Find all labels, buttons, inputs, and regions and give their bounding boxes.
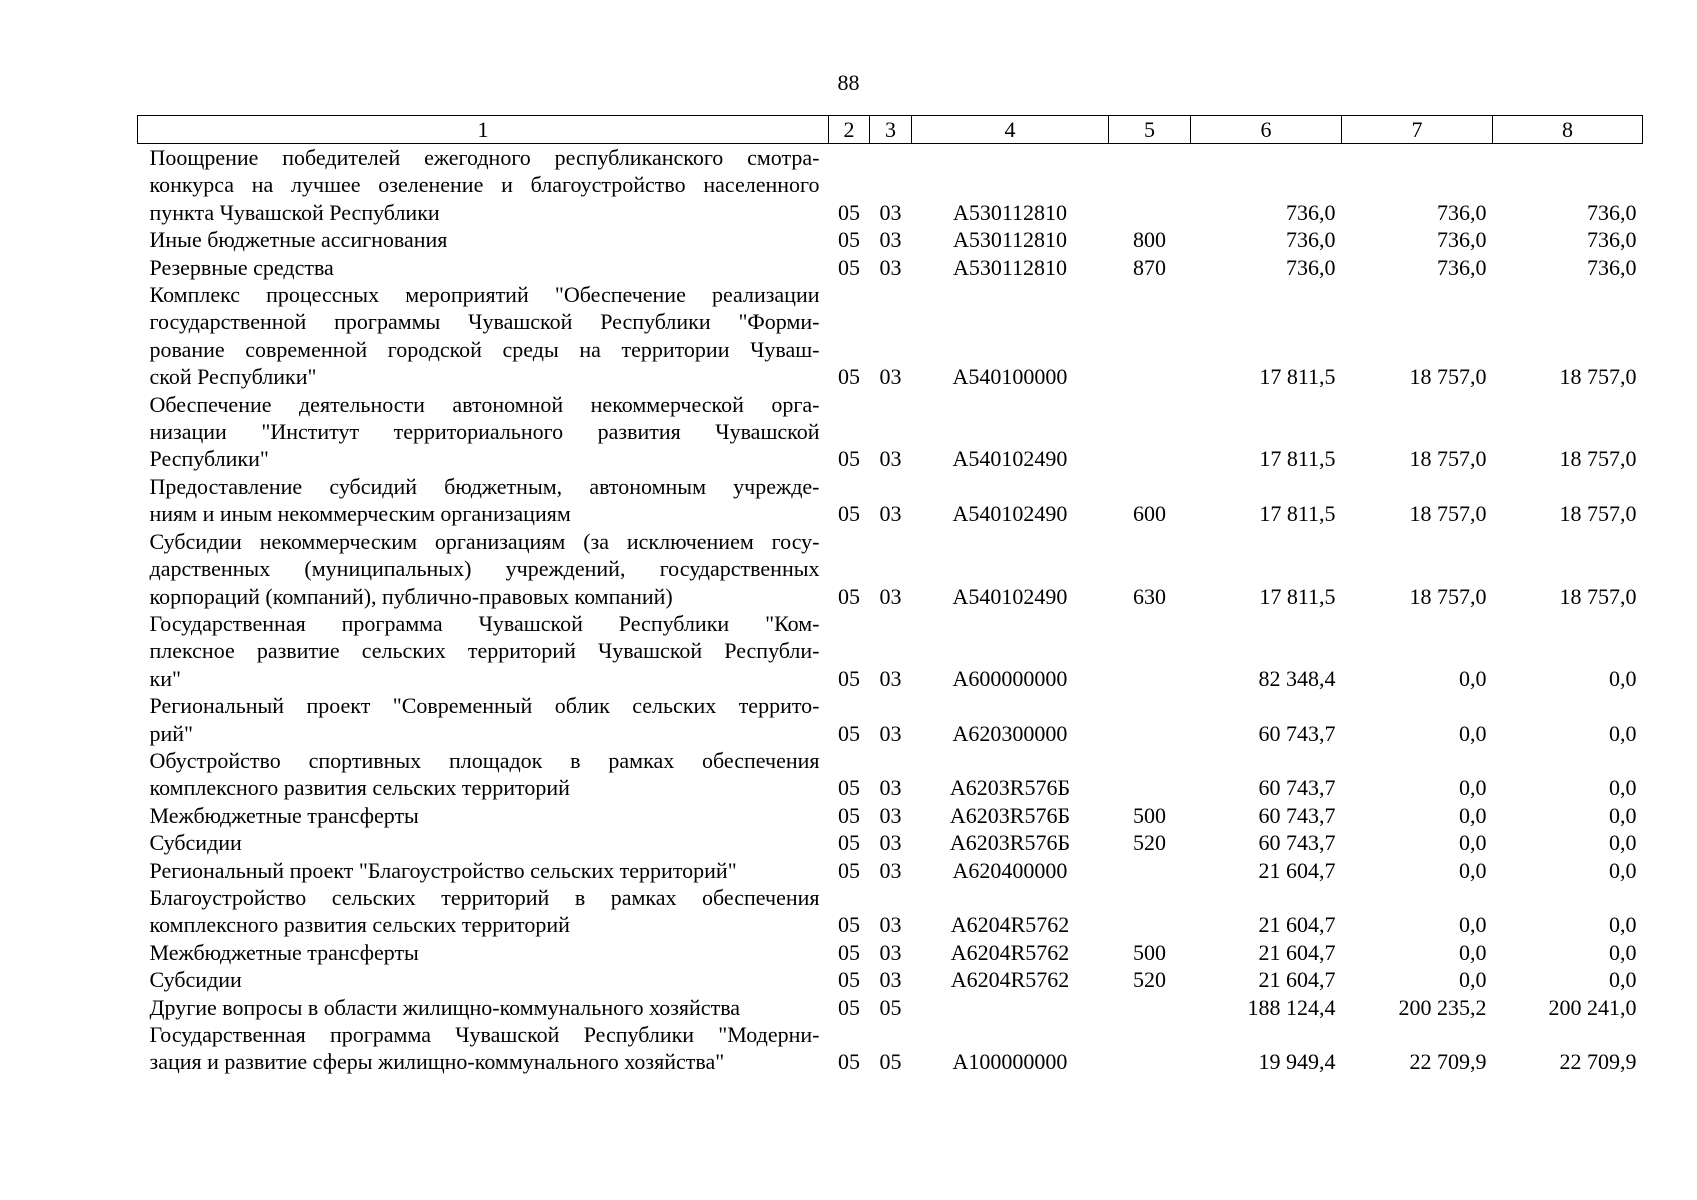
amount-col-7: 0,0 bbox=[1459, 939, 1487, 965]
amount-col-7: 0,0 bbox=[1459, 830, 1487, 856]
row-name-line: Региональный проект "Современный облик сельских террито- bbox=[149, 693, 820, 719]
amount-col-6: 82 348,4 bbox=[1258, 665, 1336, 691]
row-name bbox=[138, 994, 829, 1021]
amount-col-6: 19 949,4 bbox=[1258, 1049, 1336, 1075]
amount-col-6: 17 811,5 bbox=[1259, 364, 1336, 390]
table-row bbox=[138, 857, 1643, 884]
header-col-7: 7 bbox=[1342, 116, 1493, 144]
amount-col-7: 0,0 bbox=[1459, 665, 1487, 691]
section-code: 05 bbox=[838, 912, 860, 938]
row-name bbox=[138, 528, 829, 610]
expense-type-code: 520 bbox=[1133, 830, 1166, 856]
section-code: 05 bbox=[838, 446, 860, 472]
amount-col-7: 736,0 bbox=[1437, 199, 1487, 225]
row-name bbox=[138, 966, 829, 993]
table-row bbox=[138, 281, 1643, 391]
row-name-line: Резервные средства bbox=[149, 254, 334, 280]
subsection-code: 03 bbox=[879, 939, 902, 965]
expense-type-code: 800 bbox=[1133, 227, 1166, 253]
section-code: 05 bbox=[838, 583, 860, 609]
amount-col-6: 21 604,7 bbox=[1258, 939, 1336, 965]
row-name-line: Субсидии bbox=[149, 967, 242, 993]
row-name-line: корпораций (компаний), публично-правовых компаний) bbox=[149, 583, 673, 609]
table-header bbox=[138, 116, 1643, 144]
section-code: 05 bbox=[838, 775, 860, 801]
subsection-code: 03 bbox=[879, 254, 902, 280]
expense-type-code bbox=[1109, 144, 1191, 227]
expense-type-code bbox=[1109, 610, 1191, 692]
subsection-code: 03 bbox=[879, 199, 902, 225]
amount-col-7: 18 757,0 bbox=[1409, 583, 1487, 609]
row-name-line: конкурса на лучшее озеленение и благоустройство населенного bbox=[149, 172, 820, 198]
subsection-code: 03 bbox=[879, 720, 902, 746]
target-article-code: А540102490 bbox=[952, 583, 1068, 609]
amount-col-7: 736,0 bbox=[1437, 227, 1487, 253]
row-name bbox=[138, 802, 829, 829]
section-code: 05 bbox=[838, 665, 860, 691]
target-article-code: А620300000 bbox=[952, 720, 1068, 746]
row-name bbox=[138, 391, 829, 473]
subsection-code: 03 bbox=[879, 802, 902, 828]
target-article-code: А100000000 bbox=[952, 1049, 1068, 1075]
amount-col-8: 0,0 bbox=[1609, 720, 1637, 746]
target-article-code bbox=[912, 994, 1109, 1021]
amount-col-6: 736,0 bbox=[1286, 227, 1336, 253]
amount-col-8: 18 757,0 bbox=[1559, 501, 1637, 527]
row-name-line: государственной программы Чувашской Республики "Форми- bbox=[149, 309, 820, 335]
row-name bbox=[138, 692, 829, 747]
header-row bbox=[138, 116, 1643, 144]
row-name bbox=[138, 857, 829, 884]
table-row bbox=[138, 391, 1643, 473]
amount-col-8: 736,0 bbox=[1587, 227, 1637, 253]
target-article-code: А600000000 bbox=[952, 665, 1068, 691]
subsection-code: 03 bbox=[879, 583, 902, 609]
row-name-line: Межбюджетные трансферты bbox=[149, 939, 419, 965]
row-name-line: Региональный проект "Благоустройство сельских территорий" bbox=[149, 857, 737, 883]
row-name-line: Благоустройство сельских территорий в рамках обеспечения bbox=[149, 884, 820, 910]
row-name-line: Иные бюджетные ассигнования bbox=[149, 227, 448, 253]
amount-col-6: 188 124,4 bbox=[1247, 994, 1336, 1020]
amount-col-6: 21 604,7 bbox=[1258, 857, 1336, 883]
section-code: 05 bbox=[838, 802, 860, 828]
row-name-line: Другие вопросы в области жилищно-коммунального хозяйства bbox=[149, 994, 741, 1020]
header-col-4: 4 bbox=[912, 116, 1109, 144]
row-name bbox=[138, 610, 829, 692]
table-row bbox=[138, 747, 1643, 802]
section-code: 05 bbox=[838, 199, 860, 225]
row-name-line: Государственная программа Чувашской Республики "Ком- bbox=[149, 610, 820, 636]
expense-type-code bbox=[1109, 1021, 1191, 1076]
section-code: 05 bbox=[838, 364, 860, 390]
amount-col-6: 17 811,5 bbox=[1259, 501, 1336, 527]
amount-col-7: 0,0 bbox=[1459, 775, 1487, 801]
section-code: 05 bbox=[838, 939, 860, 965]
row-name-line: Обеспечение деятельности автономной некоммерческой орга- bbox=[149, 391, 820, 417]
row-name-line: дарственных (муниципальных) учреждений, государственных bbox=[149, 556, 820, 582]
target-article-code: А6203R576Б bbox=[949, 802, 1071, 828]
amount-col-8: 736,0 bbox=[1587, 199, 1637, 225]
amount-col-8: 0,0 bbox=[1609, 857, 1637, 883]
subsection-code: 03 bbox=[879, 830, 902, 856]
amount-col-8: 0,0 bbox=[1609, 830, 1637, 856]
target-article-code: А540102490 bbox=[952, 501, 1068, 527]
expense-type-code bbox=[1109, 857, 1191, 884]
expense-type-code: 500 bbox=[1133, 802, 1166, 828]
row-name-line: Государственная программа Чувашской Республики "Модерни- bbox=[149, 1022, 820, 1047]
budget-table bbox=[137, 115, 1643, 1076]
header-col-2: 2 bbox=[829, 116, 870, 144]
target-article-code: А530112810 bbox=[952, 199, 1068, 225]
expense-type-code: 500 bbox=[1133, 939, 1166, 965]
target-article-code: А6204R5762 bbox=[950, 939, 1070, 965]
amount-col-8: 18 757,0 bbox=[1559, 364, 1637, 390]
amount-col-7: 0,0 bbox=[1459, 720, 1487, 746]
section-code: 05 bbox=[838, 501, 860, 527]
subsection-code: 03 bbox=[879, 967, 902, 993]
row-name-line: пункта Чувашской Республики bbox=[149, 199, 440, 225]
row-name-line: комплексного развития сельских территорий bbox=[149, 912, 570, 938]
target-article-code: А530112810 bbox=[952, 254, 1068, 280]
row-name-line: Субсидии некоммерческим организациям (за исключением госу- bbox=[149, 528, 820, 554]
expense-type-code bbox=[1109, 884, 1191, 939]
subsection-code: 05 bbox=[879, 1049, 902, 1075]
expense-type-code bbox=[1109, 747, 1191, 802]
expense-type-code bbox=[1109, 692, 1191, 747]
expense-type-code bbox=[1109, 391, 1191, 473]
row-name-line: Комплекс процессных мероприятий "Обеспечение реализации bbox=[149, 282, 820, 308]
amount-col-7: 736,0 bbox=[1437, 254, 1487, 280]
section-code: 05 bbox=[838, 720, 860, 746]
header-col-6: 6 bbox=[1191, 116, 1342, 144]
amount-col-8: 0,0 bbox=[1609, 775, 1637, 801]
row-name-line: рий" bbox=[149, 720, 194, 746]
page-number: 88 bbox=[837, 70, 860, 95]
section-code: 05 bbox=[838, 254, 860, 280]
amount-col-6: 17 811,5 bbox=[1259, 446, 1336, 472]
expense-type-code: 870 bbox=[1133, 254, 1166, 280]
subsection-code: 05 bbox=[879, 994, 902, 1020]
subsection-code: 03 bbox=[879, 775, 902, 801]
amount-col-6: 736,0 bbox=[1286, 199, 1336, 225]
amount-col-7: 22 709,9 bbox=[1409, 1049, 1487, 1075]
subsection-code: 03 bbox=[879, 857, 902, 883]
amount-col-8: 22 709,9 bbox=[1559, 1049, 1637, 1075]
row-name bbox=[138, 226, 829, 253]
row-name bbox=[138, 1021, 829, 1076]
table-row bbox=[138, 994, 1643, 1021]
target-article-code: А6204R5762 bbox=[950, 912, 1070, 938]
section-code: 05 bbox=[838, 857, 860, 883]
row-name-line: Республики" bbox=[149, 446, 269, 472]
table-row bbox=[138, 1021, 1643, 1076]
row-name-line: Предоставление субсидий бюджетным, автономным учрежде- bbox=[149, 473, 820, 499]
row-name bbox=[138, 144, 829, 227]
row-name bbox=[138, 473, 829, 528]
row-name bbox=[138, 747, 829, 802]
section-code: 05 bbox=[838, 1049, 860, 1075]
table-row bbox=[138, 829, 1643, 856]
subsection-code: 03 bbox=[879, 501, 902, 527]
amount-col-6: 60 743,7 bbox=[1258, 802, 1336, 828]
target-article-code: А620400000 bbox=[952, 857, 1068, 883]
amount-col-8: 736,0 bbox=[1587, 254, 1637, 280]
expense-type-code: 600 bbox=[1133, 501, 1166, 527]
expense-type-code bbox=[1109, 994, 1191, 1021]
table-row bbox=[138, 528, 1643, 610]
amount-col-6: 17 811,5 bbox=[1259, 583, 1336, 609]
section-code: 05 bbox=[838, 227, 860, 253]
row-name bbox=[138, 884, 829, 939]
amount-col-8: 18 757,0 bbox=[1559, 583, 1637, 609]
expense-type-code: 520 bbox=[1133, 967, 1166, 993]
header-col-3: 3 bbox=[870, 116, 912, 144]
header-col-8: 8 bbox=[1493, 116, 1643, 144]
amount-col-7: 18 757,0 bbox=[1409, 501, 1487, 527]
amount-col-6: 21 604,7 bbox=[1258, 967, 1336, 993]
row-name bbox=[138, 254, 829, 281]
amount-col-7: 200 235,2 bbox=[1398, 994, 1487, 1020]
subsection-code: 03 bbox=[879, 665, 902, 691]
subsection-code: 03 bbox=[879, 227, 902, 253]
amount-col-8: 0,0 bbox=[1609, 665, 1637, 691]
subsection-code: 03 bbox=[879, 446, 902, 472]
subsection-code: 03 bbox=[879, 912, 902, 938]
target-article-code: А6203R576Б bbox=[949, 830, 1071, 856]
row-name-line: Обустройство спортивных площадок в рамках обеспечения bbox=[149, 747, 820, 773]
row-name-line: плексное развитие сельских территорий Чувашской Республи- bbox=[149, 638, 820, 664]
row-name-line: комплексного развития сельских территорий bbox=[149, 775, 570, 801]
amount-col-7: 0,0 bbox=[1459, 967, 1487, 993]
amount-col-8: 0,0 bbox=[1609, 967, 1637, 993]
row-name-line: ниям и иным некоммерческим организациям bbox=[149, 501, 571, 527]
row-name bbox=[138, 939, 829, 966]
expense-type-code bbox=[1109, 281, 1191, 391]
amount-col-6: 736,0 bbox=[1286, 254, 1336, 280]
row-name-line: Субсидии bbox=[149, 830, 242, 856]
row-name bbox=[138, 281, 829, 391]
row-name-line: низации "Институт территориального развития Чувашской bbox=[149, 419, 820, 445]
table-row bbox=[138, 610, 1643, 692]
table-body bbox=[138, 144, 1643, 1076]
row-name bbox=[138, 829, 829, 856]
expense-type-code: 630 bbox=[1133, 583, 1166, 609]
amount-col-6: 60 743,7 bbox=[1258, 775, 1336, 801]
amount-col-7: 0,0 bbox=[1459, 912, 1487, 938]
table-row bbox=[138, 692, 1643, 747]
section-code: 05 bbox=[838, 830, 860, 856]
table-row bbox=[138, 226, 1643, 253]
amount-col-7: 18 757,0 bbox=[1409, 446, 1487, 472]
subsection-code: 03 bbox=[879, 364, 902, 390]
section-code: 05 bbox=[838, 994, 860, 1020]
amount-col-8: 0,0 bbox=[1609, 939, 1637, 965]
table-row bbox=[138, 144, 1643, 227]
target-article-code: А530112810 bbox=[952, 227, 1068, 253]
amount-col-8: 200 241,0 bbox=[1548, 994, 1637, 1020]
amount-col-7: 18 757,0 bbox=[1409, 364, 1487, 390]
amount-col-8: 18 757,0 bbox=[1559, 446, 1637, 472]
table-row bbox=[138, 254, 1643, 281]
row-name-line: ки" bbox=[149, 665, 181, 691]
section-code: 05 bbox=[838, 967, 860, 993]
amount-col-6: 60 743,7 bbox=[1258, 830, 1336, 856]
header-col-1: 1 bbox=[138, 116, 829, 144]
table-row bbox=[138, 966, 1643, 993]
amount-col-6: 60 743,7 bbox=[1258, 720, 1336, 746]
target-article-code: А540102490 bbox=[952, 446, 1068, 472]
amount-col-7: 0,0 bbox=[1459, 802, 1487, 828]
header-col-5: 5 bbox=[1109, 116, 1191, 144]
table-row bbox=[138, 939, 1643, 966]
row-name-line: рование современной городской среды на территории Чуваш- bbox=[149, 336, 820, 362]
target-article-code: А540100000 bbox=[952, 364, 1068, 390]
row-name-line: ской Республики" bbox=[149, 364, 317, 390]
target-article-code: А6204R5762 bbox=[950, 967, 1070, 993]
table-row bbox=[138, 473, 1643, 528]
table-row bbox=[138, 884, 1643, 939]
row-name-line: Межбюджетные трансферты bbox=[149, 802, 419, 828]
amount-col-8: 0,0 bbox=[1609, 802, 1637, 828]
table-row bbox=[138, 802, 1643, 829]
target-article-code: А6203R576Б bbox=[949, 775, 1071, 801]
amount-col-7: 0,0 bbox=[1459, 857, 1487, 883]
amount-col-6: 21 604,7 bbox=[1258, 912, 1336, 938]
row-name-line: зация и развитие сферы жилищно-коммунального хозяйства" bbox=[149, 1049, 725, 1075]
amount-col-8: 0,0 bbox=[1609, 912, 1637, 938]
row-name-line: Поощрение победителей ежегодного республиканского смотра- bbox=[149, 145, 820, 170]
